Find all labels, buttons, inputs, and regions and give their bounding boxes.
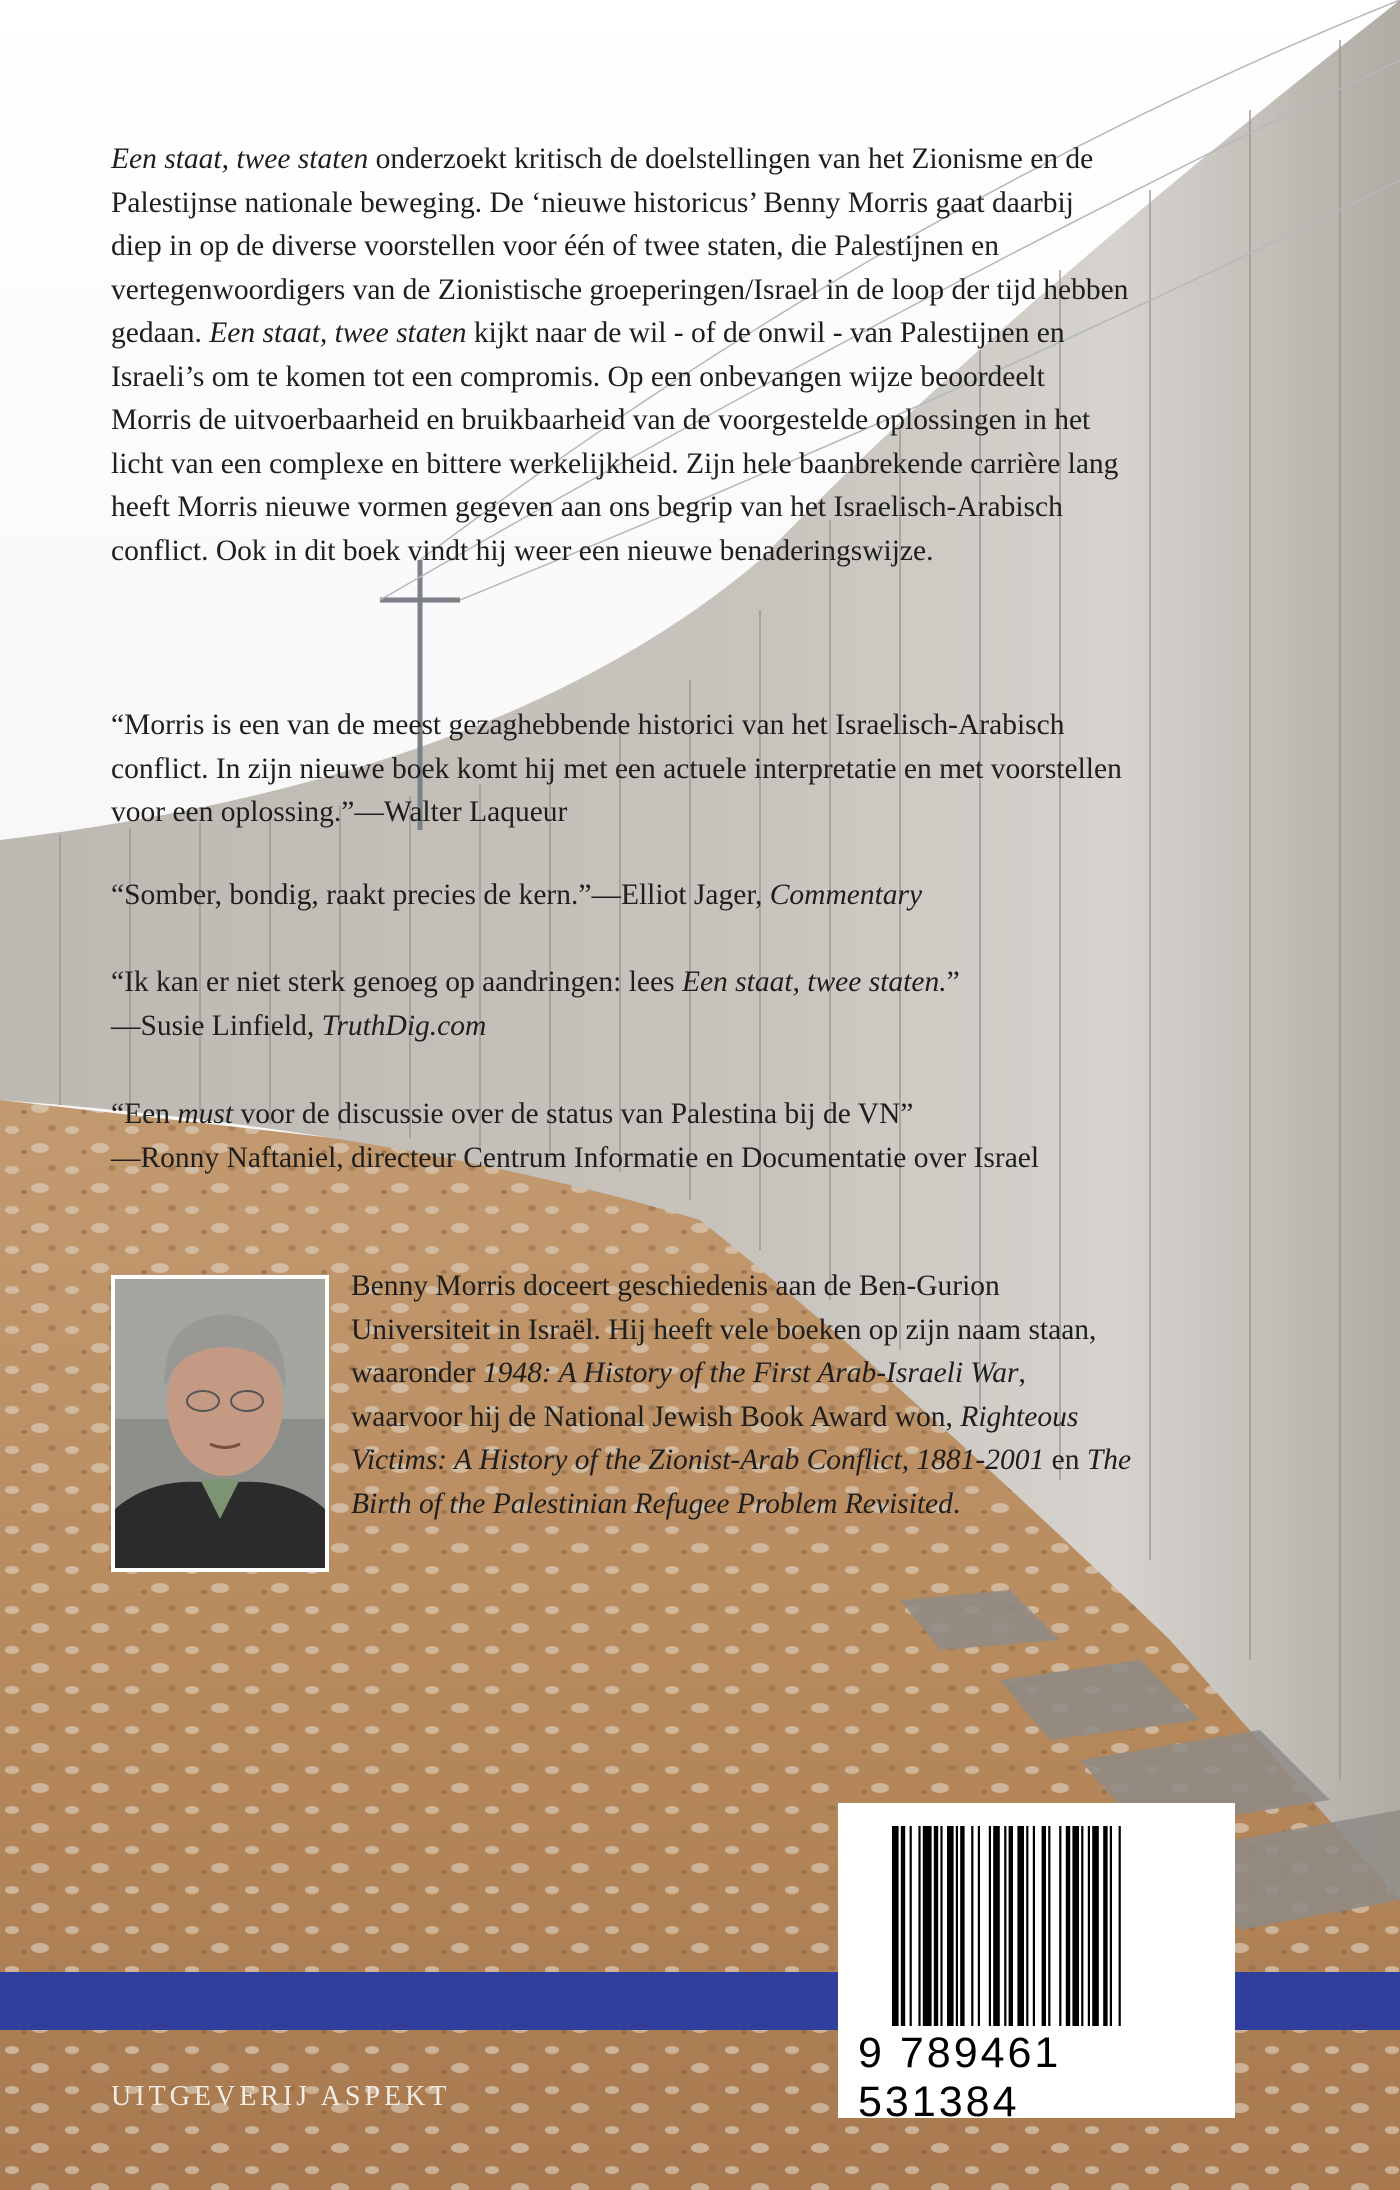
barcode-bar [1042,1826,1046,2026]
barcode-bar [1110,1826,1112,2026]
quote-source: TruthDig.com [321,1009,487,1042]
barcode-bar [1004,1826,1006,2026]
bio-text-2: , waarvoor hij de National Jewish Book Award won, [351,1357,1026,1433]
barcode-bars [892,1826,1182,2026]
blurb-text-1: onderzoekt kritisch de doelstellingen van het Zionisme en de Palestijnse nationale beweging. De ‘nieuwe historicus’ Benny Morris gaat daarbij diep in op de diverse voorstellen voor één of twee staten, die Palestijnen en vertegenwoordigers van de Zionistische groeperingen/Israel in de loop der tijd hebben gedaan. [111,143,1129,349]
author-bio [351,1265,1141,1526]
barcode-bar [1026,1826,1028,2026]
barcode-bar [1009,1826,1013,2026]
quote-book-title: Een staat, twee staten. [681,966,947,998]
barcode-bar [934,1826,938,2026]
barcode-bar [1092,1826,1099,2026]
barcode-bar [1103,1826,1107,2026]
barcode-bar [1033,1826,1035,2026]
quote-text-2: voor de discussie over de status van Palestina bij de VN” [233,1098,914,1130]
bio-book-3: The Birth of the Palestinian Refugee Problem Revisited [351,1444,1132,1520]
barcode-bar [1072,1826,1079,2026]
publisher-name: UITGEVERIJ ASPEKT [111,2081,451,2112]
isbn-number: 9 789461 531384 [858,2029,1062,2126]
barcode-bar [1017,1826,1024,2026]
barcode-bar [947,1826,954,2026]
quote-naftaniel [111,1093,1131,1180]
quote-linfield [111,961,1131,1048]
barcode-bar [1119,1826,1121,2026]
barcode-bar [989,1826,991,2026]
bio-text-1: Benny Morris doceert geschiedenis aan de Ben-Gurion Universiteit in Israël. Hij heeft vele boeken op zijn naam staan, waaronder [351,1270,1097,1389]
quote-emphasis: must [177,1098,234,1130]
quote-close: ” [946,966,960,998]
bio-text-3: en [1044,1444,1087,1476]
blurb-paragraph [111,138,1131,573]
barcode [838,1803,1235,2126]
book-title-italic-2: Een staat, twee staten [209,317,467,349]
quote-text: “Ik kan er niet sterk genoeg op aandringen: lees [111,966,682,998]
quote-jager [111,874,1131,918]
quote-attribution: —Ronny Naftaniel, directeur Centrum Informatie en Documentatie over Israel [111,1141,1040,1174]
quote-laqueur [111,704,1131,835]
book-title-italic: Een staat, twee staten [111,143,369,175]
barcode-bar [960,1826,964,2026]
bio-book-2: Righteous Victims: A History of the Zionist-Arab Conflict, 1881-2001 [351,1400,1079,1476]
quote-text: “Somber, bondig, raakt precies de kern.”—Elliot Jager, [111,879,770,911]
author-photo [111,1275,329,1572]
bio-book-1: 1948: A History of the First Arab-Israeli War [482,1357,1019,1389]
barcode-bar [1088,1826,1090,2026]
barcode-bar [1066,1826,1070,2026]
quote-text: “Morris is een van de meest gezaghebbende historici van het Israelisch-Arabisch conflict. In zijn nieuwe boek komt hij met een actuele interpretatie en met voorstellen voor een oplossing.”—Walter Laqueur [111,709,1122,828]
blurb-text-2: kijkt naar de wil - of de onwil - van Palestijnen en Israeli’s om te komen tot een compromis. Op een onbevangen wijze beoordeelt Morris de uitvoerbaarheid en bruikbaarheid van de voorgestelde oplossingen in het licht van een complexe en bittere werkelijkheid. Zijn hele baanbrekende carrière lang heeft Morris nieuwe vormen gegeven aan ons begrip van het Israelisch-Arabisch conflict. Ook in dit boek vindt hij weer een nieuwe benaderingswijze. [111,317,1119,567]
barcode-bar [918,1826,920,2026]
barcode-bar [910,1826,912,2026]
barcode-bar [901,1826,905,2026]
barcode-bar [971,1826,973,2026]
barcode-bar [940,1826,942,2026]
barcode-bar [923,1826,932,2026]
barcode-bar [892,1826,899,2026]
barcode-bar [993,1826,1000,2026]
barcode-bar [978,1826,980,2026]
barcode-bar [1081,1826,1083,2026]
bio-text-4: . [952,1487,961,1520]
barcode-bar [1059,1826,1061,2026]
barcode-bar [956,1826,958,2026]
quote-attribution: —Susie Linfield, [111,1009,322,1042]
quote-source: Commentary [769,879,923,911]
barcode-bar [1048,1826,1050,2026]
quote-text: “Een [111,1098,178,1130]
